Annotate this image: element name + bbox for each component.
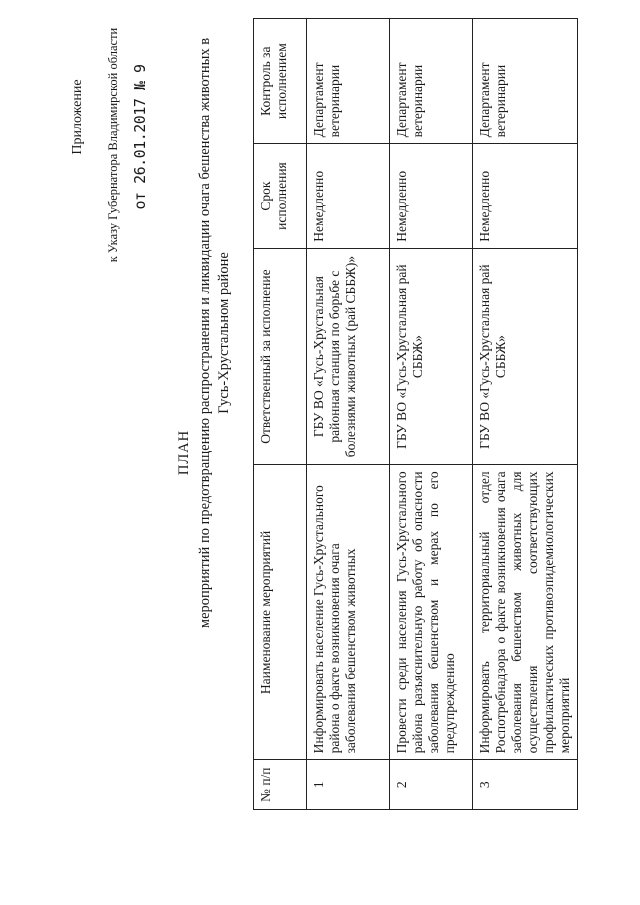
header-name: Наименование мероприятий bbox=[254, 465, 307, 760]
table-row bbox=[307, 19, 390, 810]
plan-subtitle: мероприятий по предотвращению распространения и ликвидации очага бешенства животных в Гусь-Хрустальном районе bbox=[197, 37, 232, 629]
measure-name: Провести среди населения Гусь-Хрустального района разъяснительную работу об опасности заболевания бешенством и мерах по его предупреждению bbox=[390, 465, 473, 760]
header-num: № п/п bbox=[254, 760, 307, 810]
measures-table bbox=[253, 18, 578, 810]
deadline: Немедленно bbox=[307, 144, 390, 248]
appendix-decree-ref: к Указу Губернатора Владимирской области bbox=[106, 27, 120, 263]
table-row bbox=[390, 19, 473, 810]
row-number: 3 bbox=[473, 760, 578, 810]
table-row bbox=[473, 19, 578, 810]
control: Департамент ветеринарии bbox=[307, 19, 390, 144]
row-number: 2 bbox=[390, 760, 473, 810]
row-number: 1 bbox=[307, 760, 390, 810]
deadline: Немедленно bbox=[473, 144, 578, 248]
control: Департамент ветеринарии bbox=[473, 19, 578, 144]
appendix-date-stamp: от 26.01.2017 № 9 bbox=[131, 64, 149, 210]
appendix-title: Приложение bbox=[70, 79, 85, 155]
header-control: Контроль за исполнением bbox=[254, 19, 307, 144]
header-deadline: Срок исполнения bbox=[254, 144, 307, 248]
measure-name: Информировать население Гусь-Хрустального района о факте возникновения очага заболевания бешенством животных bbox=[307, 465, 390, 760]
responsible: ГБУ ВО «Гусь-Хрустальная районная станция по борьбе с болезнями животных (рай СББЖ)» bbox=[307, 248, 390, 465]
measure-name: Информировать территориальный отдел Роспотребнадзора о факте возникновения очага заболевания бешенством животных для осуществления соответствующих профилактических противоэпидемиологических мероприятий bbox=[473, 465, 578, 760]
responsible: ГБУ ВО «Гусь-Хрустальная рай СББЖ» bbox=[473, 248, 578, 465]
control: Департамент ветеринарии bbox=[390, 19, 473, 144]
deadline: Немедленно bbox=[390, 144, 473, 248]
table-header-row bbox=[254, 19, 307, 810]
plan-title: ПЛАН bbox=[176, 429, 192, 476]
responsible: ГБУ ВО «Гусь-Хрустальная рай СББЖ» bbox=[390, 248, 473, 465]
header-responsible: Ответственный за исполнение bbox=[254, 248, 307, 465]
